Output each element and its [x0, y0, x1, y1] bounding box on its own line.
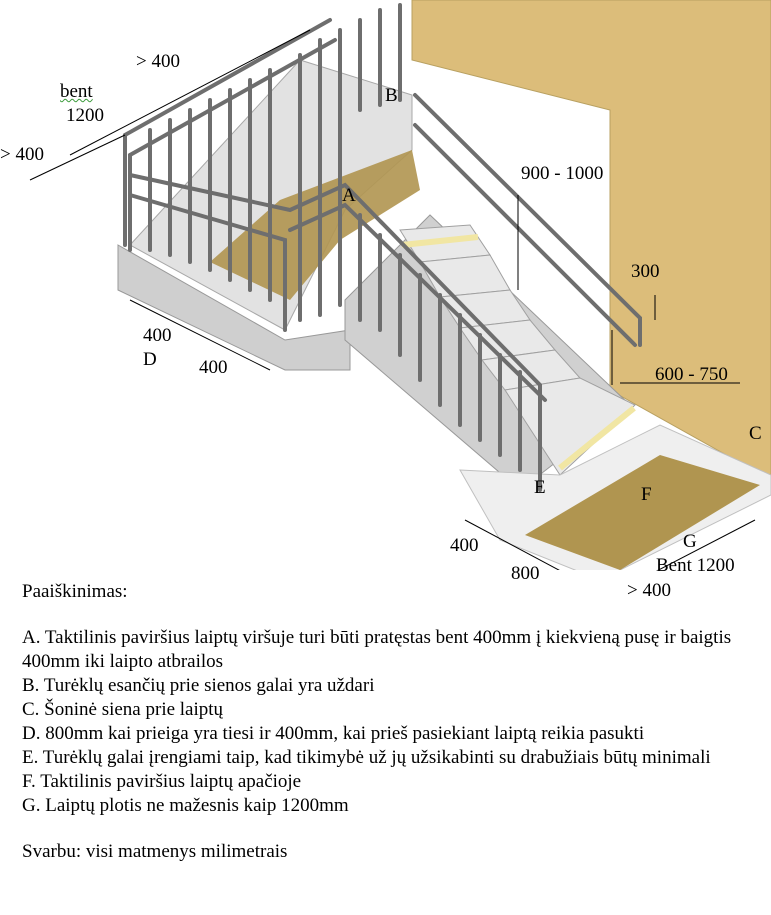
legend-heading: Paaiškinimas: — [22, 581, 128, 602]
legend-item-b: B. Turėklų esančių prie sienos galai yra uždari — [22, 675, 375, 696]
legend-item-e: E. Turėklų galai įrengiami taip, kad tikimybė už jų užsikabinti su drabužiais būtų minimali — [22, 747, 711, 768]
dim-left-gt400: > 400 — [0, 144, 44, 165]
dim-top-bent: bent — [60, 81, 93, 102]
legend-item-c: C. Šoninė siena prie laiptų — [22, 699, 224, 720]
dim-top-gt400: > 400 — [136, 51, 180, 72]
dim-bottom-gt400: > 400 — [627, 580, 671, 601]
dim-rail-lower-height: 600 - 750 — [655, 364, 728, 385]
dim-top-1200: 1200 — [66, 105, 104, 126]
legend-note: Svarbu: visi matmenys milimetrais — [22, 841, 288, 862]
label-a: A — [342, 185, 356, 206]
dim-bottom-800: 800 — [511, 563, 540, 584]
dim-rail-height: 900 - 1000 — [521, 163, 604, 184]
dim-landing-400-b: 400 — [199, 357, 228, 378]
label-b: B — [385, 85, 398, 106]
dim-bottom-400: 400 — [450, 535, 479, 556]
legend-item-g: G. Laiptų plotis ne mažesnis kaip 1200mm — [22, 795, 349, 816]
dim-landing-400-a: 400 — [143, 325, 172, 346]
label-e: E — [534, 477, 546, 498]
label-f: F — [641, 484, 652, 505]
label-c: C — [749, 423, 762, 444]
dim-rail-extension: 300 — [631, 261, 660, 282]
label-g: G — [683, 531, 697, 552]
legend-item-d: D. 800mm kai prieiga yra tiesi ir 400mm, kai prieš pasiekiant laiptą reikia pasukti — [22, 723, 645, 744]
legend-item-f: F. Taktilinis paviršius laiptų apačioje — [22, 771, 302, 792]
label-d: D — [143, 349, 157, 370]
legend — [22, 580, 762, 883]
dim-bottom-bent1200: Bent 1200 — [656, 555, 735, 576]
legend-item-a: A. Taktilinis paviršius laiptų viršuje turi būti pratęstas bent 400mm į kiekvieną pusę ir baigtis 400mm iki laipto atbrailos — [22, 627, 732, 672]
